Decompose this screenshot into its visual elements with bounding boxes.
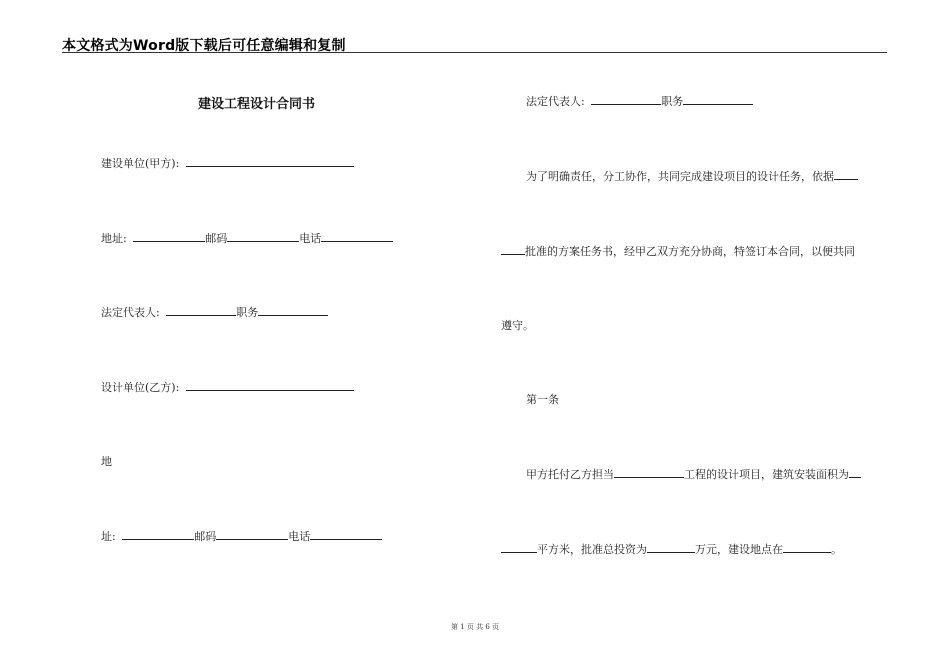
postcode-label-a: 邮码 [205,232,228,245]
basis-blank-start [834,168,858,180]
legal-rep-blank-b [591,93,661,105]
phone-blank-a [321,230,393,242]
position-label-a: 职务 [236,306,259,319]
article-heading [526,391,559,407]
basis-blank-end [501,243,525,255]
phone-label-b: 电话 [288,530,311,543]
area-blank-end [501,541,537,553]
paragraph-1-text-2: 批准的方案任务书，经甲乙双方充分协商，特签订本合同，以便共同 [525,245,855,258]
party-a-line [101,155,354,171]
party-a-blank [186,155,354,167]
postcode-blank-b [216,528,288,540]
address-label-b-1: 地 [101,455,112,468]
party-b-line [101,379,354,395]
paragraph-1-text-1: 为了明确责任，分工协作，共同完成建设项目的设计任务，依据 [526,170,834,183]
document-title: 建设工程设计合同书 [198,97,316,112]
paragraph-2-line-2 [501,541,842,557]
address-label-b-2: 址: [101,530,116,543]
legal-rep-label-a: 法定代表人: [101,306,160,319]
paragraph-1-line-2 [501,243,855,259]
postcode-label-b: 邮码 [194,530,217,543]
paragraph-1-line-1 [526,168,858,184]
location-blank [783,541,831,553]
paragraph-2-text-5: 。 [831,543,842,556]
header-title: 本文格式为Word版下载后可任意编辑和复制 [62,38,346,54]
legal-rep-line-b [526,93,753,109]
legal-rep-label-b: 法定代表人: [526,95,585,108]
phone-blank-b [310,528,382,540]
paragraph-2-text-1: 甲方托付乙方担当 [526,468,614,481]
phone-label-a: 电话 [299,232,322,245]
paragraph-2-line-1 [526,466,861,482]
paragraph-1-text-3: 遵守。 [501,319,534,332]
party-a-label: 建设单位(甲方): [101,157,180,170]
position-blank-b [683,93,753,105]
party-b-blank [186,379,354,391]
header-divider [62,52,887,53]
paragraph-2-text-4: 万元，建设地点在 [695,543,783,556]
article-1-label: 第一条 [526,393,559,406]
area-blank-start [849,466,861,478]
address-label-a: 地址: [101,232,127,245]
position-blank-a [258,304,328,316]
project-blank [614,466,684,478]
address-line-b-2 [101,528,382,544]
paragraph-2-text-2: 工程的设计项目，建筑安装面积为 [684,468,849,481]
postcode-blank-a [227,230,299,242]
address-line-a [101,230,393,246]
paragraph-1-line-3 [501,317,534,333]
investment-blank [647,541,695,553]
position-label-b: 职务 [661,95,684,108]
legal-rep-line-a [101,304,328,320]
party-b-label: 设计单位(乙方): [101,381,180,394]
paragraph-2-text-3: 平方米，批准总投资为 [537,543,647,556]
legal-rep-blank-a [166,304,236,316]
address-blank-a [133,230,205,242]
page-footer: 第 1 页 共 6 页 [450,623,500,631]
address-blank-b [122,528,194,540]
address-line-b-1 [101,453,112,469]
